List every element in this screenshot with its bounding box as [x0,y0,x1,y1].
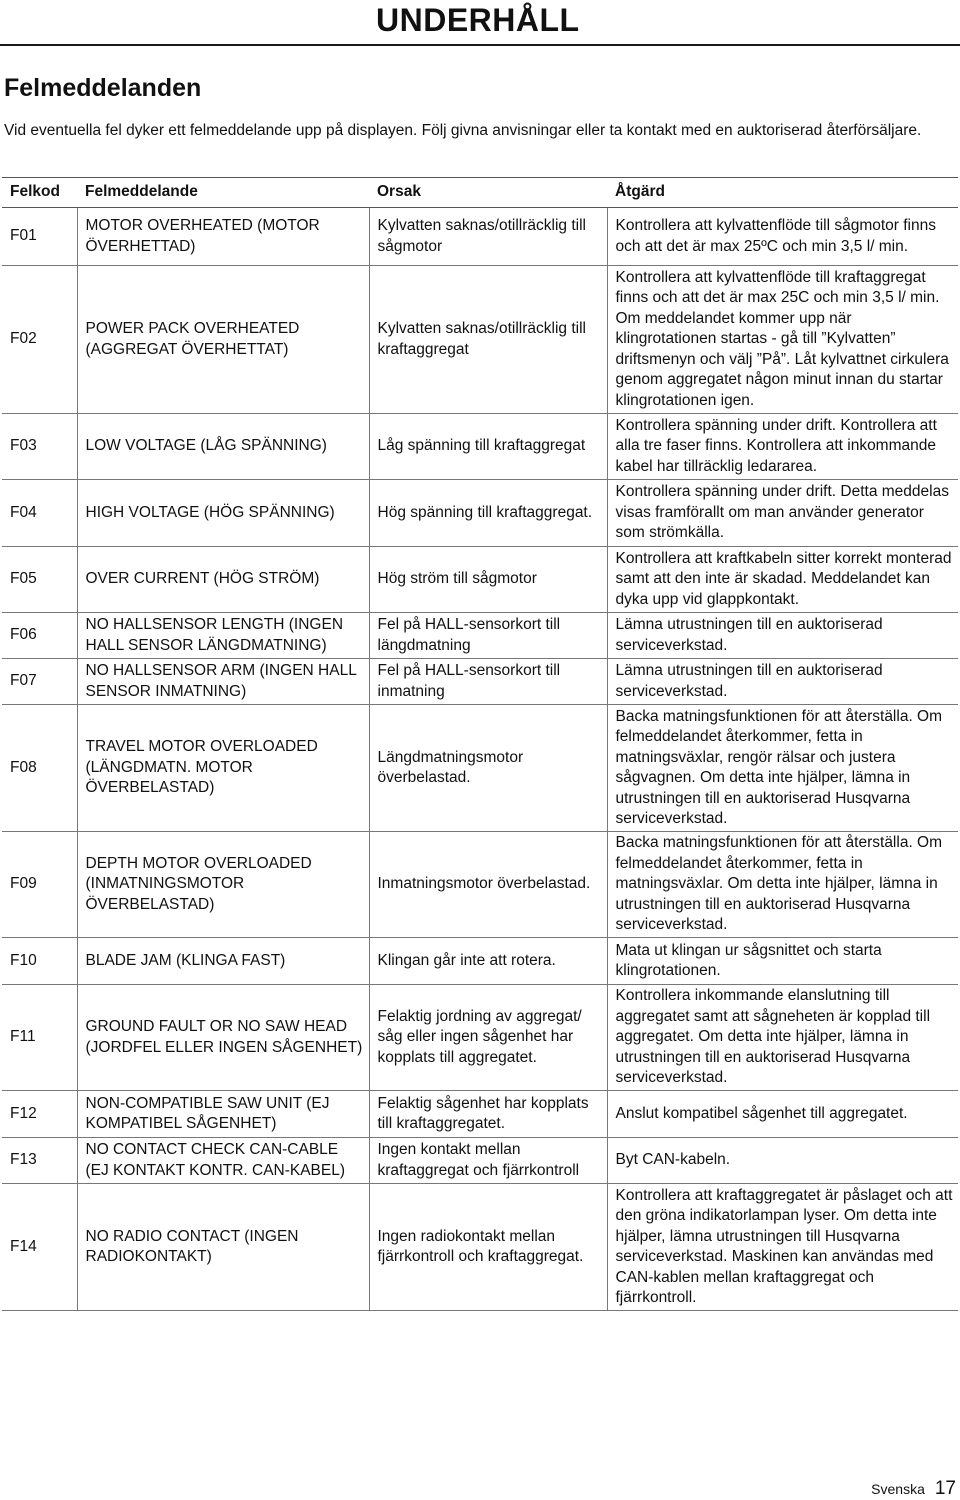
table-row [2,1138,958,1184]
error-message-cell: NO HALLSENSOR LENGTH (INGEN HALL SENSOR LÄNGDMATNING) [77,613,369,659]
error-action-cell: Kontrollera spänning under drift. Detta meddelas visas framförallt om man använder generator som strömkälla. [607,480,958,547]
error-message-cell: DEPTH MOTOR OVERLOADED (INMATNINGSMOTOR ÖVERBELASTAD) [77,832,369,938]
error-code-cell: F11 [2,985,77,1091]
error-action-cell: Byt CAN-kabeln. [607,1138,958,1184]
error-message-cell: NO RADIO CONTACT (INGEN RADIOKONTAKT) [77,1184,369,1311]
page-header-title: UNDERHÅLL [376,2,580,38]
error-cause-cell: Felaktig jordning av aggregat/ såg eller ingen sågenhet har kopplats till aggregatet. [369,985,607,1091]
error-message-cell: BLADE JAM (KLINGA FAST) [77,938,369,985]
error-code-cell: F03 [2,414,77,480]
table-header-row [2,178,958,208]
error-code-cell: F08 [2,705,77,832]
table-row [2,1184,958,1311]
error-cause-cell: Fel på HALL-sensorkort till längdmatning [369,613,607,659]
table-row [2,613,958,659]
error-cause-cell: Klingan går inte att rotera. [369,938,607,985]
error-code-cell: F04 [2,480,77,547]
error-action-cell: Kontrollera spänning under drift. Kontrollera att alla tre faser finns. Kontrollera att inkommande kabel har tillräcklig ledararea. [607,414,958,480]
error-code-cell: F09 [2,832,77,938]
error-cause-cell: Fel på HALL-sensorkort till inmatning [369,659,607,705]
table-row [2,985,958,1091]
column-header-cause: Orsak [369,178,607,208]
error-message-cell: NO HALLSENSOR ARM (INGEN HALL SENSOR INMATNING) [77,659,369,705]
error-cause-cell: Hög ström till sågmotor [369,547,607,613]
table-row [2,705,958,832]
error-cause-cell: Felaktig sågenhet har kopplats till kraftaggregatet. [369,1091,607,1138]
error-code-cell: F02 [2,266,77,414]
error-action-cell: Anslut kompatibel sågenhet till aggregatet. [607,1091,958,1138]
error-cause-cell: Kylvatten saknas/otillräcklig till kraftaggregat [369,266,607,414]
error-message-cell: NON-COMPATIBLE SAW UNIT (EJ KOMPATIBEL SÅGENHET) [77,1091,369,1138]
footer-language: Svenska [871,1481,925,1497]
error-table [2,177,958,1311]
table-row [2,414,958,480]
error-cause-cell: Kylvatten saknas/otillräcklig till sågmotor [369,208,607,266]
error-cause-cell: Ingen kontakt mellan kraftaggregat och fjärrkontroll [369,1138,607,1184]
table-row [2,208,958,266]
column-header-message: Felmeddelande [77,178,369,208]
column-header-action: Åtgärd [607,178,958,208]
error-action-cell: Lämna utrustningen till en auktoriserad serviceverkstad. [607,659,958,705]
error-message-cell: MOTOR OVERHEATED (MOTOR ÖVERHETTAD) [77,208,369,266]
error-cause-cell: Inmatningsmotor överbelastad. [369,832,607,938]
table-row [2,547,958,613]
table-row [2,480,958,547]
error-code-cell: F01 [2,208,77,266]
error-action-cell: Kontrollera att kraftaggregatet är påslaget och att den gröna indikatorlampan lyser. Om detta inte hjälper, lämna utrustningen till Husqvarna serviceverkstad. Maskinen kan användas med CAN-kablen mellan kraftaggregat och fjärrkontroll. [607,1184,958,1311]
error-cause-cell: Längdmatningsmotor överbelastad. [369,705,607,832]
error-action-cell: Mata ut klingan ur sågsnittet och starta klingrotationen. [607,938,958,985]
error-message-cell: TRAVEL MOTOR OVERLOADED (LÄNGDMATN. MOTOR ÖVERBELASTAD) [77,705,369,832]
table-row [2,1091,958,1138]
error-code-cell: F10 [2,938,77,985]
table-row [2,938,958,985]
error-action-cell: Lämna utrustningen till en auktoriserad serviceverkstad. [607,613,958,659]
error-message-cell: HIGH VOLTAGE (HÖG SPÄNNING) [77,480,369,547]
error-action-cell: Kontrollera att kylvattenflöde till sågmotor finns och att det är max 25ºC och min 3,5 l/ min. [607,208,958,266]
table-row [2,659,958,705]
error-cause-cell: Låg spänning till kraftaggregat [369,414,607,480]
table-row [2,832,958,938]
table-row [2,266,958,414]
error-code-cell: F12 [2,1091,77,1138]
intro-text: Vid eventuella fel dyker ett felmeddelande upp på displayen. Följ givna anvisningar eller ta kontakt med en auktoriserad återförsäljare. [4,122,922,139]
error-action-cell: Backa matningsfunktionen för att återställa. Om felmeddelandet återkommer, fetta in matningsväxlar, rengör rälsar och justera sågvagnen. Om detta inte hjälper, lämna in utrustningen till en auktoriserad Husqvarna serviceverkstad. [607,705,958,832]
error-cause-cell: Ingen radiokontakt mellan fjärrkontroll och kraftaggregat. [369,1184,607,1311]
error-cause-cell: Hög spänning till kraftaggregat. [369,480,607,547]
error-message-cell: POWER PACK OVERHEATED (AGGREGAT ÖVERHETTAT) [77,266,369,414]
page-number: 17 [934,1478,956,1499]
error-action-cell: Kontrollera inkommande elanslutning till aggregatet samt att sågneheten är kopplad till aggregatet. Om detta inte hjälper, lämna in utrustningen till en auktoriserad Husqvarna serviceverkstad. [607,985,958,1091]
error-message-cell: NO CONTACT CHECK CAN-CABLE (EJ KONTAKT KONTR. CAN-KABEL) [77,1138,369,1184]
error-code-cell: F07 [2,659,77,705]
error-action-cell: Kontrollera att kylvattenflöde till kraftaggregat finns och att det är max 25C och min 3,5 l/ min. Om meddelandet kommer upp när klingrotationen startas - gå till ”Kylvatten” driftsmenyn och välj ”På”. Låt kylvattnet cirkulera genom aggregatet någon minut innan du startar klingrotationen igen. [607,266,958,414]
error-code-cell: F05 [2,547,77,613]
error-message-cell: GROUND FAULT OR NO SAW HEAD (JORDFEL ELLER INGEN SÅGENHET) [77,985,369,1091]
header-divider [0,44,960,46]
error-code-cell: F13 [2,1138,77,1184]
error-code-cell: F06 [2,613,77,659]
error-action-cell: Backa matningsfunktionen för att återställa. Om felmeddelandet återkommer, fetta in matningsväxlar. Om detta inte hjälper, lämna in utrustningen till en auktoriserad Husqvarna serviceverkstad. [607,832,958,938]
error-message-cell: OVER CURRENT (HÖG STRÖM) [77,547,369,613]
section-title: Felmeddelanden [4,74,202,102]
column-header-code: Felkod [2,178,77,208]
error-action-cell: Kontrollera att kraftkabeln sitter korrekt monterad samt att den inte är skadad. Meddelandet kan dyka upp vid glappkontakt. [607,547,958,613]
error-message-cell: LOW VOLTAGE (LÅG SPÄNNING) [77,414,369,480]
error-code-cell: F14 [2,1184,77,1311]
page-footer [871,1478,956,1500]
